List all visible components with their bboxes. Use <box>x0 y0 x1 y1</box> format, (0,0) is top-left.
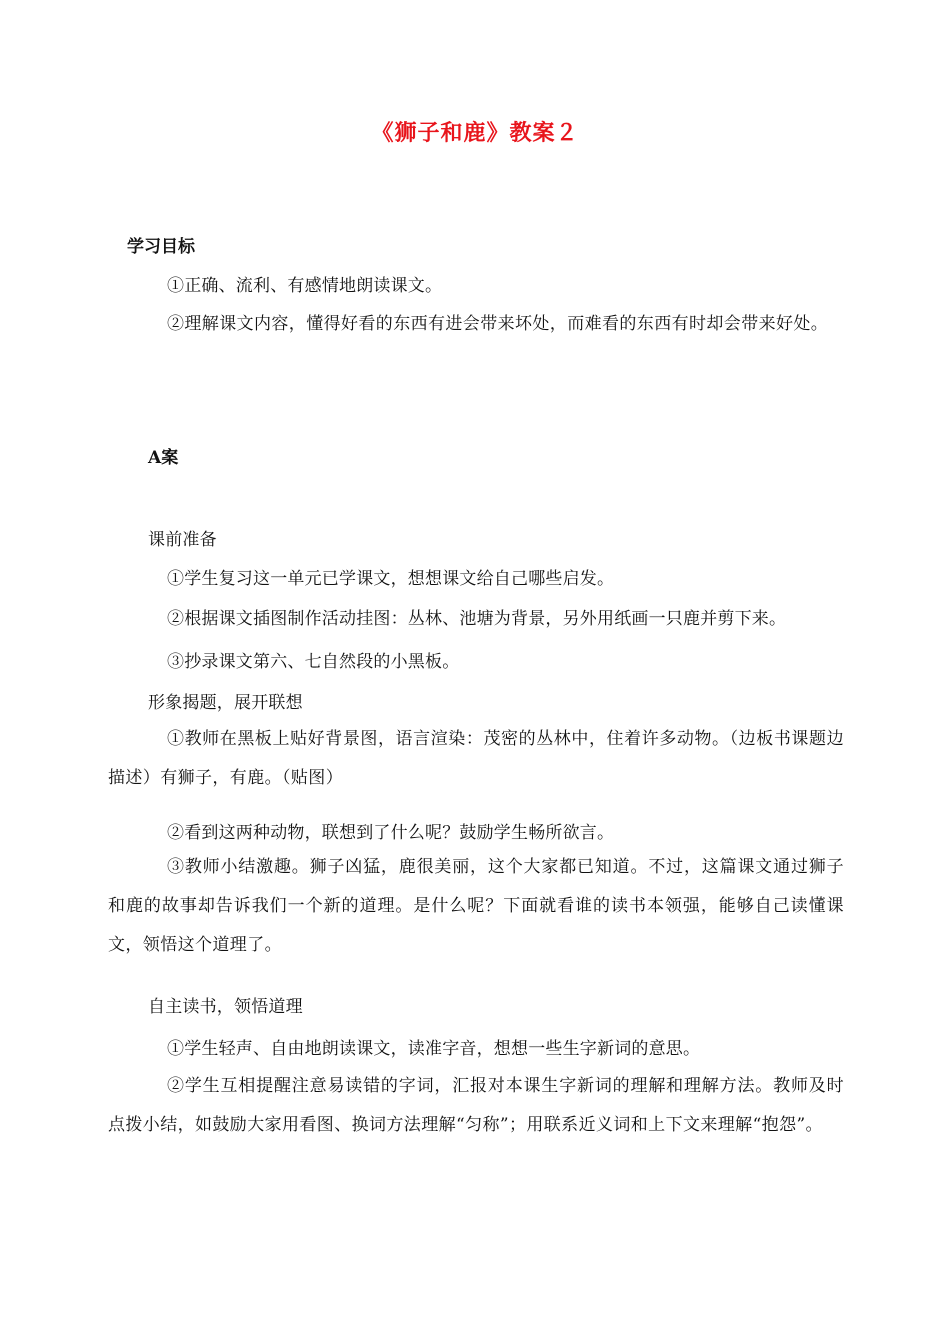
reading-heading: 自主读书，领悟道理 <box>148 997 303 1017</box>
intro-item-3: ③教师小结激趣。狮子凶猛，鹿很美丽，这个大家都已知道。不过，这篇课文通过狮子和鹿的故事却告诉我们一个新的道理。是什么呢？下面就看谁的读书本领强，能够自己读懂课文，领悟这个道理了。 <box>108 857 844 955</box>
prep-item-2: ②根据课文插图制作活动挂图：丛林、池塘为背景，另外用纸画一只鹿并剪下来。 <box>167 609 787 629</box>
prep-heading: 课前准备 <box>148 530 217 550</box>
intro-item-1: ①教师在黑板上贴好背景图，语言渲染：茂密的丛林中，住着许多动物。（边板书课题边描述）有狮子，有鹿。（贴图） <box>108 729 844 788</box>
reading-item-2: ②学生互相提醒注意易读错的字词，汇报对本课生字新词的理解和理解方法。教师及时点拨小结，如鼓励大家用看图、换词方法理解“匀称”；用联系近义词和上下文来理解“抱怨”。 <box>108 1076 844 1135</box>
prep-item-1: ①学生复习这一单元已学课文，想想课文给自己哪些启发。 <box>167 569 615 589</box>
reading-item-1: ①学生轻声、自由地朗读课文，读准字音，想想一些生字新词的意思。 <box>167 1039 701 1059</box>
prep-item-3: ③抄录课文第六、七自然段的小黑板。 <box>167 652 460 672</box>
goal-item-2: ②理解课文内容，懂得好看的东西有进会带来坏处，而难看的东西有时却会带来好处。 <box>167 314 829 334</box>
intro-item-2: ②看到这两种动物，联想到了什么呢？鼓励学生畅所欲言。 <box>167 823 615 843</box>
goals-heading: 学习目标 <box>127 237 195 257</box>
intro-heading: 形象揭题，展开联想 <box>148 693 303 713</box>
document-title: 《狮子和鹿》教案２ <box>371 120 579 146</box>
plan-a-heading: A案 <box>148 448 179 468</box>
goal-item-1: ①正确、流利、有感情地朗读课文。 <box>167 276 443 296</box>
